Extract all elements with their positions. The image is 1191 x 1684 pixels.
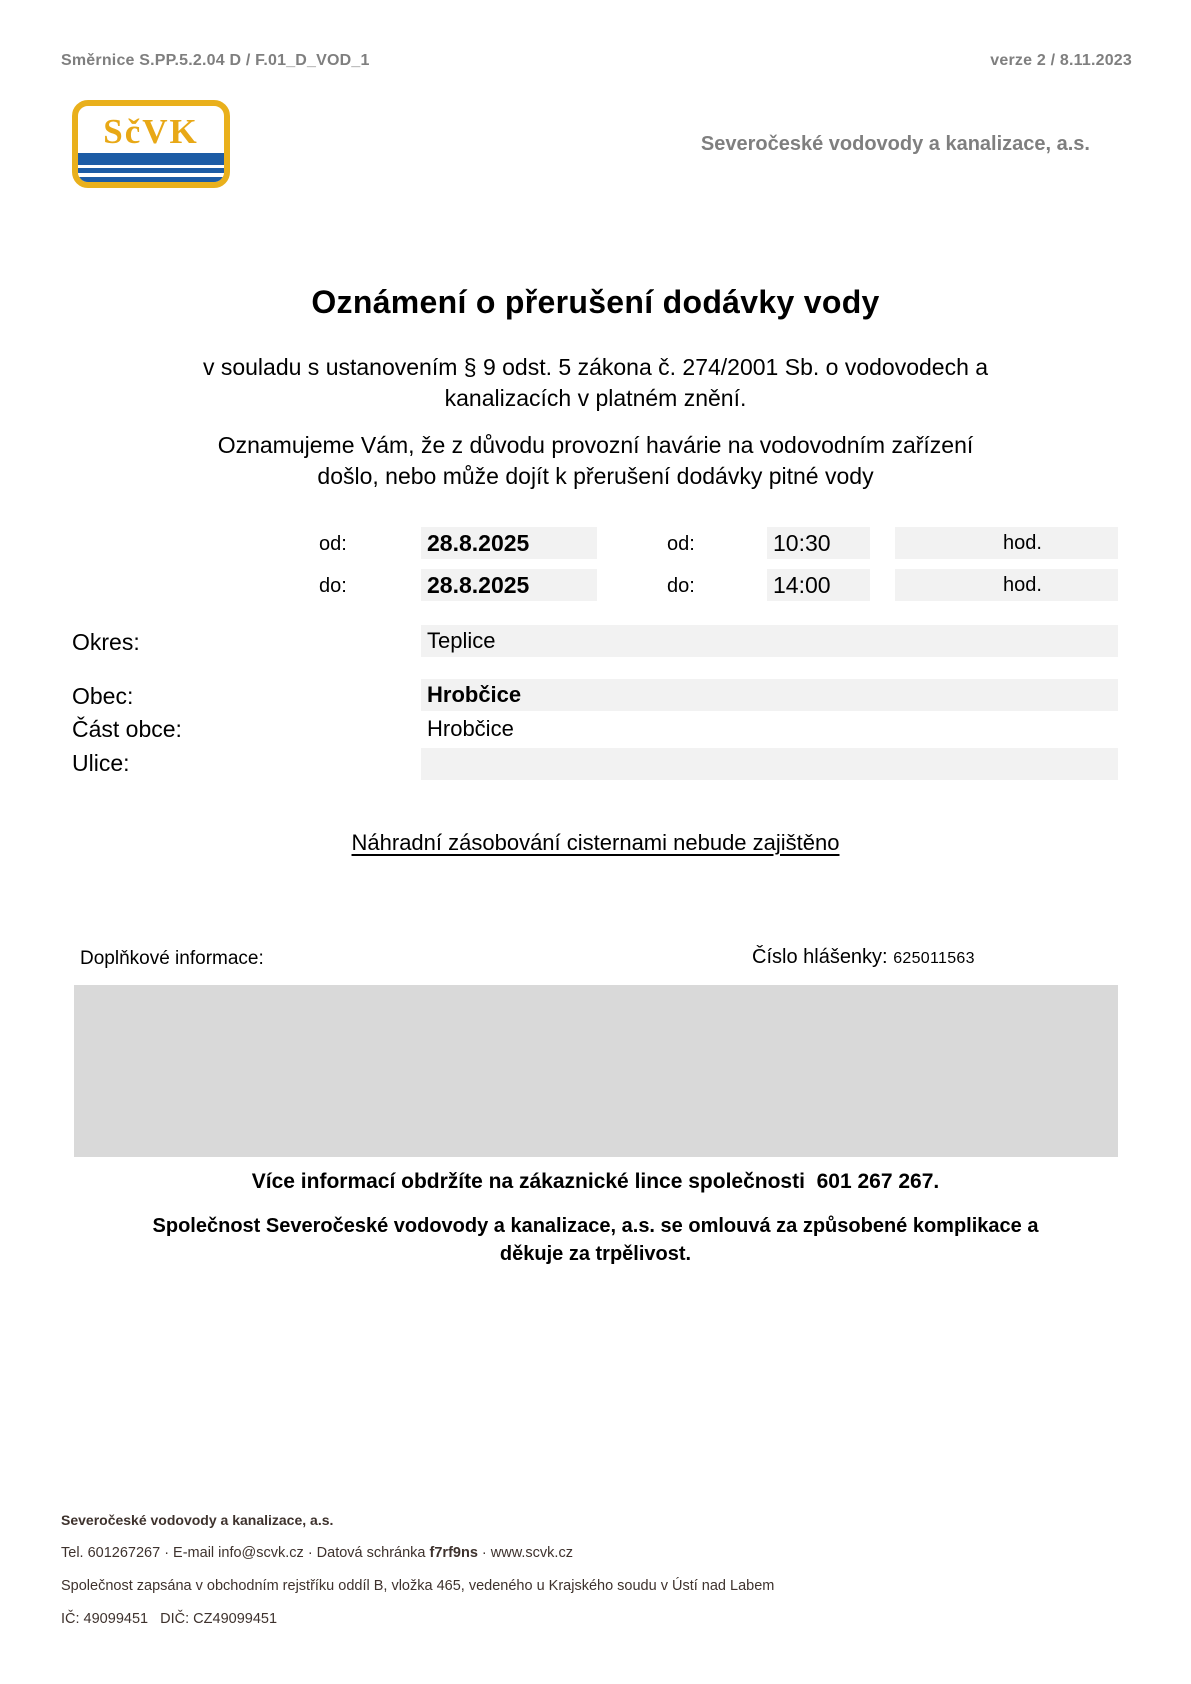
footer-contact — [61, 1545, 573, 1561]
footer-databox-id: f7rf9ns — [429, 1545, 478, 1561]
footer-registration: Společnost zapsána v obchodním rejstříku oddíl B, vložka 465, vedeného u Krajského soudu v Ústí nad Labem — [61, 1578, 775, 1594]
from-date-label: od: — [319, 533, 347, 555]
notice-paragraph — [61, 430, 1130, 492]
municipality-label: Obec: — [72, 683, 134, 709]
hour-unit-label: hod. — [1003, 573, 1042, 596]
from-date-value: 28.8.2025 — [427, 529, 530, 556]
footer-company: Severočeské vodovody a kanalizace, a.s. — [61, 1512, 334, 1528]
municipality-part-label: Část obce: — [72, 716, 182, 742]
page-header — [61, 52, 1132, 70]
customer-line-note: Více informací obdržíte na zákaznické lince společnosti 601 267 267. — [251, 1170, 940, 1193]
hour-unit-label: hod. — [1003, 531, 1042, 554]
directive-text: Směrnice S.PP.5.2.04 D / F.01_D_VOD_1 — [61, 52, 370, 69]
notice-line-2: došlo, nebo může dojít k přerušení dodávky pitné vody — [317, 463, 874, 489]
intro-line-2: kanalizacích v platném znění. — [444, 385, 747, 411]
report-number-value: 625011563 — [893, 950, 975, 967]
district-label: Okres: — [72, 629, 140, 655]
report-number-group — [752, 946, 975, 969]
version-text: verze 2 / 8.11.2023 — [990, 52, 1132, 69]
from-time-label: od: — [667, 533, 695, 555]
apology-line-2: děkuje za trpělivost. — [499, 1243, 692, 1265]
to-time-field — [767, 569, 870, 601]
district-field — [421, 625, 1118, 657]
scvk-logo — [72, 100, 230, 188]
additional-info-box — [74, 985, 1118, 1157]
from-time-field — [767, 527, 870, 559]
from-date-field — [421, 527, 597, 559]
to-date-field — [421, 569, 597, 601]
apology-note — [61, 1212, 1130, 1268]
to-time-label: do: — [667, 575, 695, 597]
substitute-supply-note: Náhradní zásobování cisternami nebude zajištěno — [351, 830, 840, 855]
street-label: Ulice: — [72, 750, 130, 776]
municipality-part-value: Hrobčice — [427, 716, 514, 741]
to-date-label: do: — [319, 575, 347, 597]
document-title: Oznámení o přerušení dodávky vody — [311, 284, 880, 320]
to-date-value: 28.8.2025 — [427, 571, 530, 598]
intro-line-1: v souladu s ustanovením § 9 odst. 5 zákona č. 274/2001 Sb. o vodovodech a — [202, 354, 989, 380]
logo-water-stripes-icon — [78, 153, 224, 182]
district-value: Teplice — [427, 628, 496, 653]
from-hour-unit-field — [895, 527, 1118, 559]
intro-paragraph — [61, 352, 1130, 414]
footer-ids: IČ: 49099451 DIČ: CZ49099451 — [61, 1611, 278, 1627]
company-name: Severočeské vodovody a kanalizace, a.s. — [700, 133, 1090, 155]
apology-line-1: Společnost Severočeské vodovody a kanalizace, a.s. se omlouvá za způsobené komplikace a — [152, 1215, 1039, 1237]
footer-contact-prefix: Tel. 601267267 · E-mail info@scvk.cz · Datová schránka — [61, 1545, 430, 1561]
logo-wordmark: SčVK — [103, 111, 199, 151]
additional-info-label: Doplňkové informace: — [80, 948, 264, 969]
from-time-value: 10:30 — [773, 529, 831, 556]
notice-line-1: Oznamujeme Vám, že z důvodu provozní havárie na vodovodním zařízení — [217, 432, 974, 458]
to-time-value: 14:00 — [773, 571, 831, 598]
street-field — [421, 748, 1118, 780]
footer-contact-suffix: · www.scvk.cz — [477, 1545, 573, 1561]
to-hour-unit-field — [895, 569, 1118, 601]
municipality-value: Hrobčice — [427, 682, 522, 707]
report-number-label: Číslo hlášenky: — [752, 946, 888, 968]
municipality-field — [421, 679, 1118, 711]
